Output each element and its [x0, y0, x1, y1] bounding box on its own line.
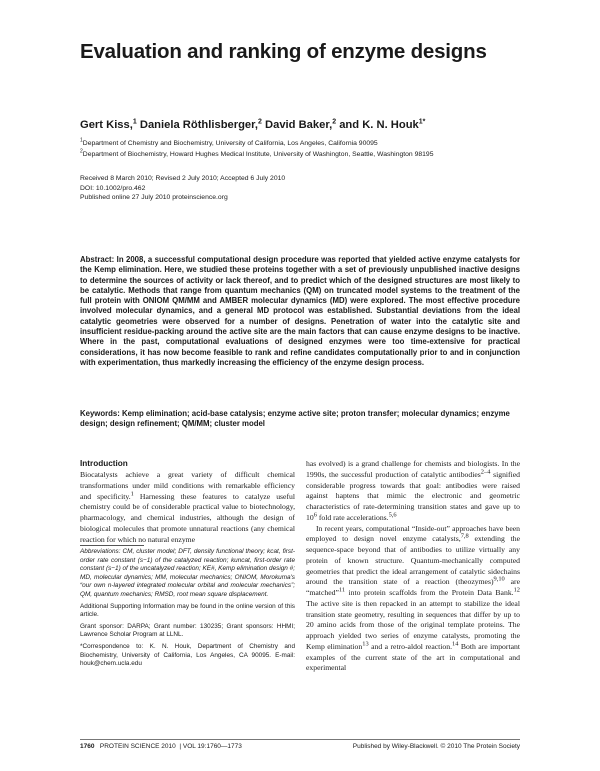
- body-text-right: has evolved) is a grand challenge for chemists and biologists. In the 1990s, the successful production of catalytic antibodies$^{2-4}$ signified considerable progress towards that goal: antibodies were raised against haptens that mimic the electronic and geometric characteristics of rate-determining transition states and gave up to $10^6$ fold rate accelerations.$^{5,6}$ In recent years, computational “Inside-out” approaches have been employed to design novel enzyme catalysts,$^{7,8}$ extending the sequence-space beyond that of antibodies to utilize virtually any protein of known structure. Quantum-mechanically computed geometries that predict the ideal arrangement of catalytic sidechains around the transition state of a reaction (theozymes)$^{9,10}$ are “matched”$^{11}$ into protein scaffolds from the Protein Data Bank.$^{12}$ The active site is then repacked in an attempt to stabilize the ideal transition state geometry, resulting in sequences that differ by up to 20 amino acids from those of the original template proteins. The approach yielded two series of enzyme catalysts, promoting the Kemp elimination$^{13}$ and a retro-aldol reaction.$^{14}$ Both are important examples of the current state of the art in computational and experimental: [306, 459, 521, 673]
- author-name: David Baker,: [265, 119, 333, 131]
- footnote-supporting-info: Additional Supporting Information may be found in the online version of this article.: [80, 602, 295, 619]
- footnote-grant: Grant sponsor: DARPA; Grant number: 130235; Grant sponsors: HHMI; Lawrence Scholar Program at LLNL.: [80, 622, 295, 639]
- article-history: Received 8 March 2010; Revised 2 July 2010; Accepted 6 July 2010 DOI: 10.1002/pro.462 Published online 27 July 2010 proteinscience.org: [80, 175, 286, 201]
- body-text-left: Biocatalysts achieve a great variety of difficult chemical transformations under mild conditions with remarkable efficiency and specificity.$^1$ Harnessing these features to catalyze useful chemistry could be of considerable practical value to biotechnology, pharmacology, and chemical industries, although the design of biological molecules that promote unnatural reactions (any chemical reaction for which no natural enzyme: [80, 470, 295, 544]
- paper-title: Evaluation and ranking of enzyme designs: [80, 40, 487, 63]
- keywords-label: Keywords:: [80, 409, 120, 418]
- section-heading-introduction: Introduction: [80, 459, 128, 468]
- footer-divider: [80, 739, 520, 740]
- author-list: Gert Kiss,$^1$ Daniela Röthlisberger,$^2$ David Baker,$^2$ and K. N. Houk$^{1*}$: [80, 118, 426, 131]
- footer-publisher: Published by Wiley-Blackwell. © 2010 The Protein Society: [352, 743, 520, 750]
- journal-name: PROTEIN SCIENCE 2010: [99, 743, 176, 750]
- author-name: Gert Kiss,: [80, 119, 133, 131]
- footer-citation: 1760 PROTEIN SCIENCE 2010 | VOL 19:1760—1773: [80, 743, 242, 750]
- affiliation: $^2$Department of Biochemistry, Howard Hughes Medical Institute, University of Washington, Seattle, Washington 98195: [80, 148, 434, 158]
- page-number: 1760: [80, 743, 95, 750]
- abstract-label: Abstract:: [80, 255, 115, 264]
- abstract-text: In 2008, a successful computational design procedure was reported that yielded active enzyme catalysts for the Kemp elimination. Here, we studied these proteins together with a set of previously unpublished inactive designs to determine the sources of activity or lack thereof, and to predict which of the designed structures are most likely to be catalytic. Methods that range from quantum mechanics (QM) on truncated model systems to the treatment of the full protein with ONIOM QM/MM and AMBER molecular dynamics (MD) were explored. The most effective procedure involved molecular dynamics, and a general MD protocol was established. Substantial deviations from the ideal catalytic geometries were observed for a number of designs. Penetration of water into the catalytic site and insufficient residue-packing around the active site are the main factors that can cause enzyme designs to be inactive. Where in the past, computational evaluations of designed enzymes were too time-extensive for practical considerations, it has now become feasible to rank and refine candidates computationally prior to and in conjunction with experimentation, thus markedly increasing the efficiency of the enzyme design process.: [80, 255, 520, 367]
- abstract: [80, 255, 520, 368]
- keywords: [80, 409, 520, 430]
- footnote-abbreviations: Abbreviations: CM, cluster model; DFT, density functional theory; kcat, first-order rate constant (s−1) of the catalyzed reaction; kuncat, first-order rate constant (s−1) of the uncatalyzed reaction; KE#, Kemp elimination design #; MD, molecular dynamics; MM, molecular mechanics; ONIOM, Morokuma's “our own n-layered integrated molecular orbital and molecular mechanics”; QM, quantum mechanics; RMSD, root mean square displacement.: [80, 548, 295, 598]
- footnotes: [80, 548, 295, 672]
- affiliation: $^1$Department of Chemistry and Biochemistry, University of California, Los Angeles, California 90095: [80, 137, 378, 147]
- journal-volume: VOL 19:1760—1773: [182, 743, 242, 750]
- footnote-correspondence: *Correspondence to: K. N. Houk, Department of Chemistry and Biochemistry, University of California, Los Angeles, CA 90095. E-mail: houk@chem.ucla.edu: [80, 642, 295, 668]
- footnote-divider: [80, 545, 144, 546]
- keywords-text: Kemp elimination; acid-base catalysis; enzyme active site; proton transfer; molecular dynamics; enzyme design; design refinement; QM/MM; cluster model: [80, 409, 510, 429]
- author-name: and K. N. Houk: [339, 119, 419, 131]
- author-name: Daniela Röthlisberger,: [139, 119, 258, 131]
